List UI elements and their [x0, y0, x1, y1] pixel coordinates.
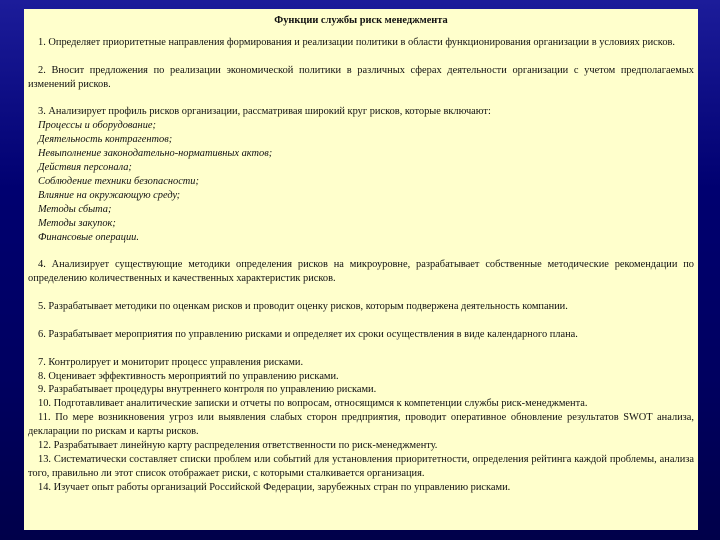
risk-list-item: Методы сбыта; — [38, 203, 112, 215]
function-item-9: 9. Разрабатывает процедуры внутреннего контроля по управлению рисками. — [38, 384, 377, 396]
function-item-12: 12. Разрабатывает линейную карту распределения ответственности по риск-менеджменту. — [38, 440, 438, 452]
risk-list-item: Финансовые операции. — [38, 231, 139, 243]
spacer — [28, 314, 694, 328]
function-item-13: 13. Систематически составляет списки проблем или событий для установления приоритетности, определения рейтинга каждой проблемы, анализа того, правильно ли этот список отображает риски, с которыми сталкивается организация. — [28, 454, 694, 479]
risk-list — [28, 119, 694, 244]
document-card — [24, 9, 698, 530]
spacer — [28, 286, 694, 300]
spacer — [28, 50, 694, 64]
spacer — [28, 244, 694, 258]
function-item-8: 8. Оценивает эффективность мероприятий по управлению рисками. — [38, 370, 339, 382]
function-item-2: 2. Вносит предложения по реализации экономической политики в различных сферах деятельности организации с учетом предполагаемых изменений рисков. — [28, 64, 694, 90]
function-item-11: 11. По мере возникновения угроз или выявления слабых сторон предприятия, проводит оперативное обновление результатов SWOT анализа, декларации по рискам и карты рисков. — [28, 412, 694, 438]
risk-list-item: Соблюдение техники безопасности; — [38, 175, 199, 187]
function-item-5: 5. Разрабатывает методики по оценкам рисков и проводит оценку рисков, которым подвержена деятельность компании. — [38, 301, 568, 313]
function-item-3-intro: 3. Анализирует профиль рисков организации, рассматривая широкий круг рисков, которые включают: — [38, 106, 491, 118]
function-item-7: 7. Контролирует и мониторит процесс управления рисками. — [38, 356, 304, 368]
risk-list-item: Деятельность контрагентов; — [38, 134, 173, 146]
risk-list-item: Действия персонала; — [38, 162, 132, 174]
function-item-4: 4. Анализирует существующие методики определения рисков на микроуровне, разрабатывает собственные методические рекомендации по определению количественных и качественных характеристик рисков. — [28, 259, 694, 285]
risk-list-item: Методы закупок; — [38, 217, 116, 229]
risk-list-item: Невыполнение законодательно-нормативных актов; — [38, 148, 273, 160]
function-item-14: 14. Изучает опыт работы организаций Российской Федерации, зарубежных стран по управлению рисками. — [38, 481, 511, 493]
document-title: Функции службы риск менеджмента — [274, 15, 448, 26]
function-item-6: 6. Разрабатывает мероприятия по управлению рисками и определяет их сроки осуществления в виде календарного плана. — [38, 328, 578, 340]
risk-list-item: Влияние на окружающую среду; — [38, 189, 181, 201]
function-item-10: 10. Подготавливает аналитические записки и отчеты по вопросам, относящимся к компетенции службы риск-менеджмента. — [38, 398, 588, 410]
function-item-1: 1. Определяет приоритетные направления формирования и реализации политики в области функционирования организации в условиях рисков. — [38, 36, 676, 48]
risk-list-item: Процессы и оборудование; — [38, 120, 156, 132]
spacer — [28, 92, 694, 106]
spacer — [28, 342, 694, 356]
